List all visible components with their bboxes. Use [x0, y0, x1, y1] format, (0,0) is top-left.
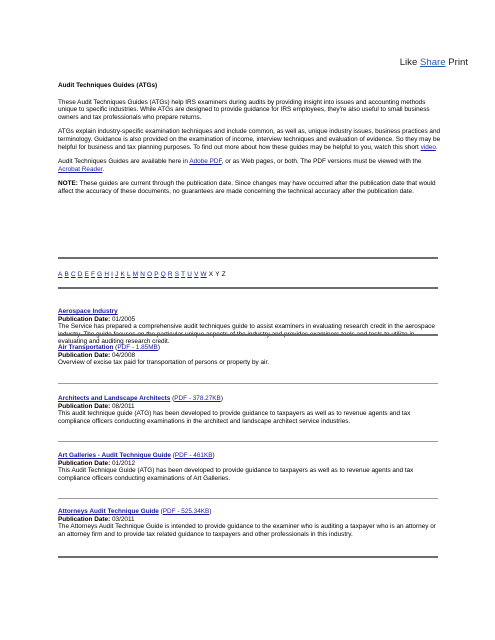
page-title: Audit Techniques Guides (ATGs) — [58, 82, 158, 89]
alphabet-letter-n[interactable]: N — [140, 271, 145, 278]
divider — [58, 556, 438, 558]
guide-entry: Architects and Landscape Architects (PDF - 378.27KB) Publication Date: 08/2011 This audit technique guide (ATG) has been developed to provide guidance to taxpayers as well as to revenue agents and tax compliance officers conducting examinations in the architect and landscape architect service industries. — [58, 395, 444, 425]
alphabet-letter-s[interactable]: S — [174, 271, 180, 278]
alphabet-letter-q[interactable]: Q — [160, 271, 166, 278]
alphabet-letter-r[interactable]: R — [167, 271, 173, 278]
divider — [58, 498, 438, 499]
alphabet-index — [58, 271, 228, 279]
alphabet-letter-h[interactable]: H — [104, 271, 110, 278]
intro-paragraph-3: Audit Techniques Guides are available here in Adobe PDF, or as Web pages, or both. The PDF versions must be viewed with the Acrobat Reader. — [58, 158, 422, 173]
guide-entry: Aerospace Industry Publication Date: 01/2005 The Service has prepared a comprehensive audit techniques guide to assist examiners in evaluating research credit in the aerospace evaluating and auditing research credit. — [58, 308, 444, 346]
alphabet-letter-k[interactable]: K — [120, 271, 125, 278]
guide-title-link[interactable]: Architects and Landscape Architects — [58, 395, 171, 402]
pdf-link[interactable]: PDF - 461KB — [174, 452, 213, 459]
publication-date: 01/2012 — [111, 459, 136, 467]
pdf-link[interactable]: PDF - 378.27KB — [174, 395, 221, 402]
guide-entry: Air Transportation (PDF - 1.85MB) Publication Date: 04/2008 Overview of excise tax paid for transportation of persons or property by air. — [58, 344, 444, 367]
divider — [58, 257, 438, 259]
alphabet-letter-w[interactable]: W — [200, 271, 207, 278]
alphabet-letter-l[interactable]: L — [126, 271, 131, 278]
guide-description: The Service has prepared a comprehensive audit techniques guide to assist examiners in evaluating research credit in the aerospace evaluating and auditing research credit. — [58, 323, 435, 346]
video-link[interactable]: video — [420, 143, 436, 151]
guide-description: Overview of excise tax paid for transportation of persons or property by air. — [58, 359, 269, 367]
guide-title-link[interactable]: Art Galleries - Audit Technique Guide — [58, 452, 171, 459]
publication-date: 08/2011 — [111, 402, 135, 410]
guide-entry: Attorneys Audit Technique Guide (PDF - 525.34KB) Publication Date: 03/2011 The Attorneys Audit Technique Guide is intended to provide guidance to the examiner who is auditing a taxpayer who is an attorney or an attorney firm and to provide tax related guidance to taxpayers and other professionals in this industry. — [58, 508, 444, 538]
guide-description: This audit technique guide (ATG) has been developed to provide guidance to taxpayers as well as to revenue agents and tax compliance officers conducting examinations in the architect and landscape architect service industries. — [58, 410, 411, 425]
guide-entry: Art Galleries - Audit Technique Guide (PDF - 461KB) Publication Date: 01/2012 This Audit Technique Guide (ATG) has been developed to provide guidance to taxpayers as well as to revenue agents and tax compliance officers conducting examinations of Art Galleries. — [58, 452, 444, 482]
alphabet-letter-t[interactable]: T — [181, 271, 186, 278]
guide-title-link[interactable]: Air Transportation — [58, 344, 114, 351]
alphabet-letter-f[interactable]: F — [91, 271, 96, 278]
divider — [58, 441, 438, 442]
divider — [58, 334, 438, 336]
divider — [58, 287, 438, 289]
alphabet-letter-i[interactable]: I — [111, 271, 114, 278]
pdf-link[interactable]: PDF - 525.34KB — [162, 508, 210, 515]
guide-title-link[interactable]: Attorneys Audit Technique Guide — [58, 508, 159, 515]
alphabet-letter-z: Z — [221, 271, 226, 278]
note-label: NOTE: — [58, 180, 78, 188]
guide-description: This Audit Technique Guide (ATG) has been developed to provide guidance to taxpayers as well as to revenue agents and tax compliance officers conducting examinations of Art Galleries. — [58, 467, 414, 482]
note-paragraph: NOTE: These guides are current through the publication date. Since changes may have occurred after the publication date that would affect the accuracy of these documents, no guarantees are made concerning the technical accuracy after the publication date. — [58, 180, 436, 195]
guide-title-link[interactable]: Aerospace Industry — [58, 308, 118, 315]
alphabet-letter-x: X — [208, 271, 214, 278]
alphabet-letter-v[interactable]: V — [194, 271, 199, 278]
pdf-link[interactable]: PDF - 1.85MB — [117, 344, 158, 351]
adobe-pdf-link[interactable]: Adobe PDF — [189, 158, 222, 166]
page-toolbar — [400, 57, 468, 68]
alphabet-letter-e[interactable]: E — [84, 271, 89, 278]
acrobat-reader-link[interactable]: Acrobat Reader — [58, 165, 103, 173]
alphabet-letter-u[interactable]: U — [187, 271, 192, 278]
intro-section — [58, 82, 444, 203]
intro-paragraph-2: ATGs explain industry-specific examination techniques and include common, as well as, unique industry issues, business practices and terminology. Guidance is also provided on the examination of income, interview techniques and evaluation of evidence. So they may be helpful for business and tax planning purposes. To find out more about how these guides may be helpful to you, watch this short video. — [58, 128, 441, 151]
publication-date: 01/2005 — [111, 315, 136, 323]
alphabet-letter-m[interactable]: M — [132, 271, 139, 278]
alphabet-letter-o[interactable]: O — [147, 271, 153, 278]
alphabet-letter-y: Y — [215, 271, 220, 278]
alphabet-letter-a[interactable]: A — [58, 271, 63, 278]
guide-description: The Attorneys Audit Technique Guide is intended to provide guidance to the examiner who is auditing a taxpayer who is an attorney or an attorney firm and to provide tax related guidance to taxpayers and other professionals in this industry. — [58, 523, 436, 538]
alphabet-letter-j[interactable]: J — [115, 271, 119, 278]
alphabet-letter-b[interactable]: B — [64, 271, 69, 278]
like-button[interactable]: Like — [399, 57, 418, 68]
divider — [58, 383, 438, 384]
publication-date: 04/2008 — [111, 351, 136, 359]
alphabet-letter-d[interactable]: D — [77, 271, 83, 278]
print-button[interactable]: Print — [448, 57, 468, 68]
intro-paragraph-1: These Audit Techniques Guides (ATGs) help IRS examiners during audits by providing insight into issues and accounting methods unique to specific industries. While ATGs are designed to provide guidance for IRS employees, they're also useful to small business owners and tax professionals who prepare returns. — [58, 98, 430, 121]
share-link[interactable]: Share — [419, 57, 446, 68]
alphabet-letter-c[interactable]: C — [70, 271, 76, 278]
alphabet-letter-p[interactable]: P — [154, 271, 159, 278]
publication-date: 03/2011 — [111, 515, 135, 523]
alphabet-letter-g[interactable]: G — [97, 271, 103, 278]
